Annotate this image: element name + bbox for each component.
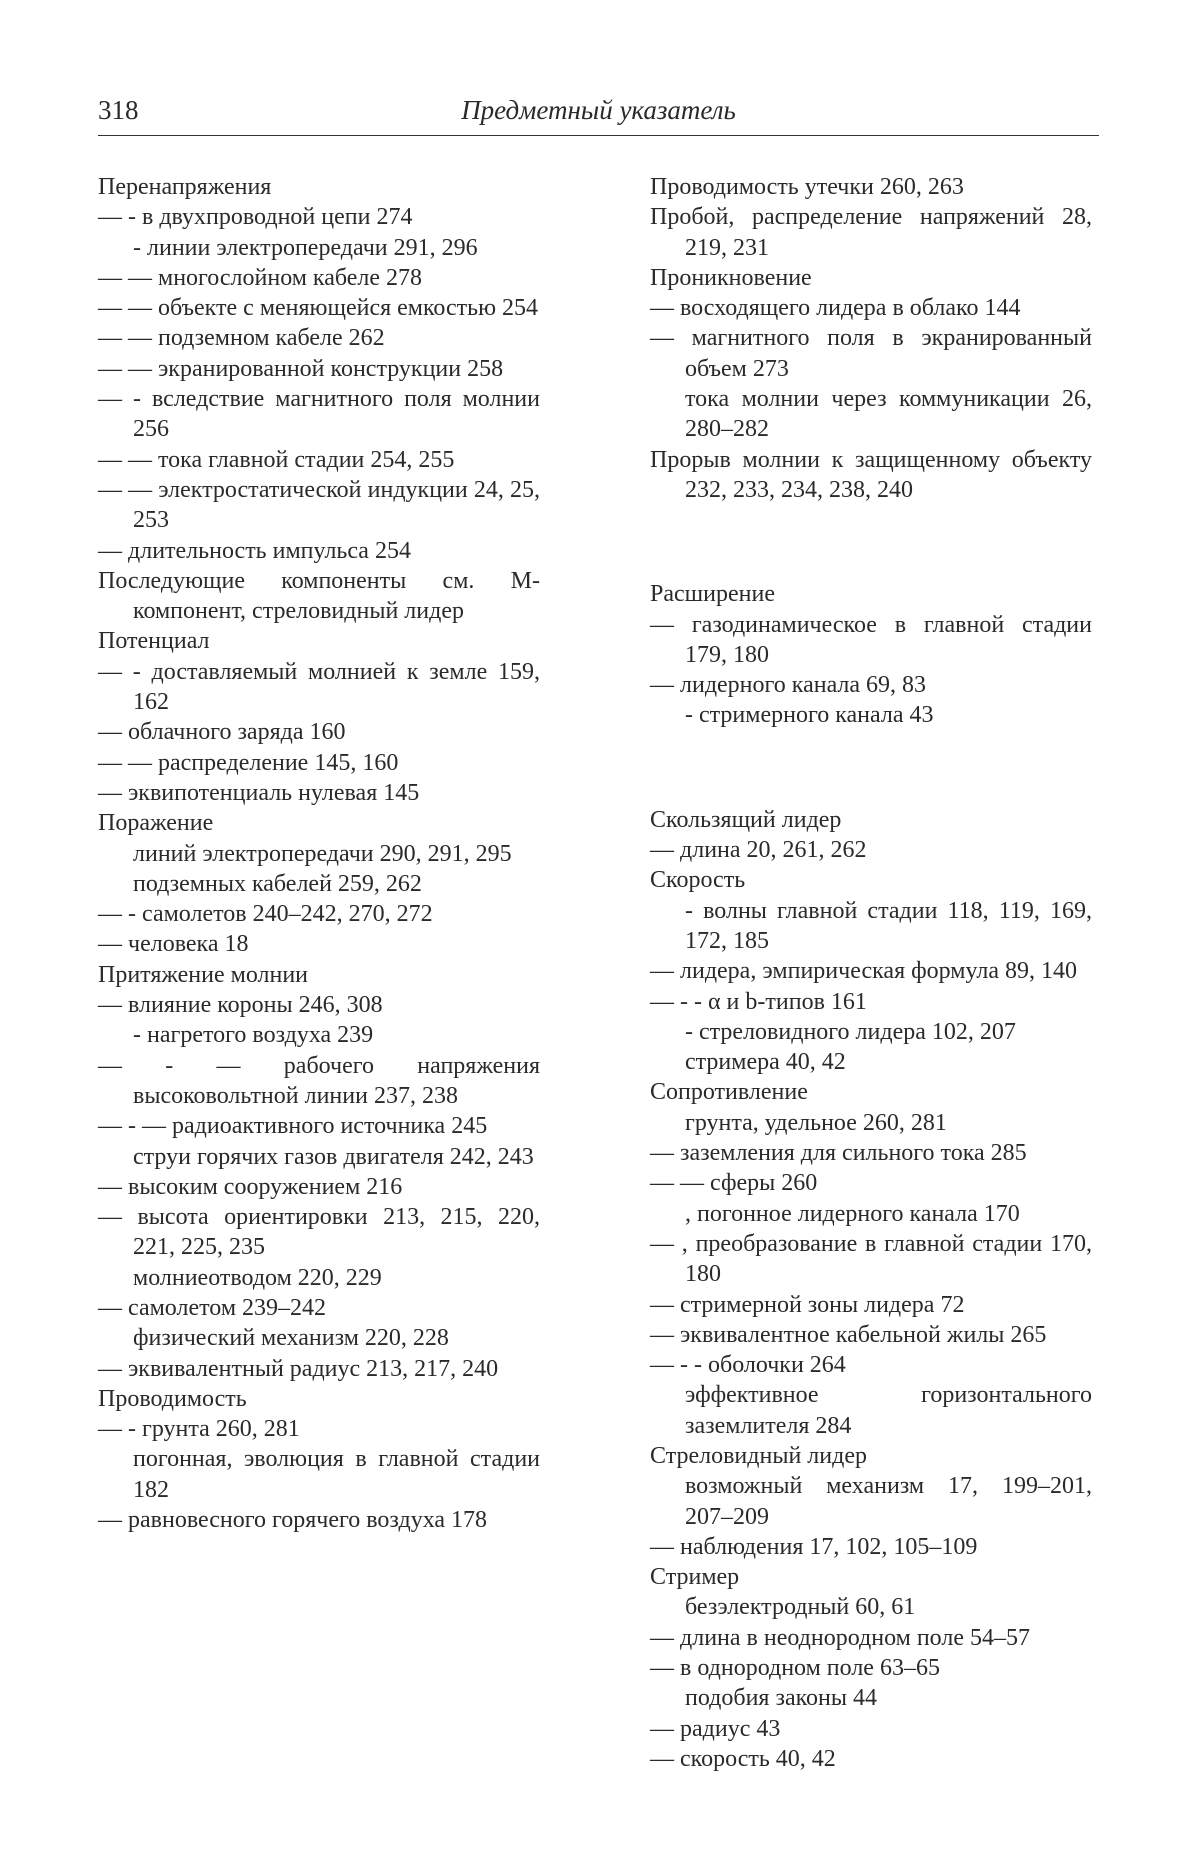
index-entry: — наблюдения 17, 102, 105–109 — [650, 1533, 978, 1560]
index-entry: — высота ориентировки 213, 215, 220, 221, 225, 235 — [98, 1204, 540, 1261]
index-entry: — заземления для сильного тока 285 — [650, 1140, 1027, 1167]
index-group-gap — [650, 529, 1092, 555]
index-entry: — эквипотенциаль нулевая 145 — [98, 779, 420, 806]
index-entry: — высоким сооружением 216 — [98, 1173, 403, 1200]
page-number: 318 — [98, 95, 139, 125]
index-entry: — - — рабочего напряжения высоковольтной линии 237, 238 — [98, 1052, 540, 1109]
index-entry: — - вследствие магнитного поля молнии 256 — [98, 386, 540, 443]
index-entry: — - самолетов 240–242, 270, 272 — [98, 901, 433, 928]
index-entry: — самолетом 239–242 — [98, 1294, 326, 1321]
index-subentry: стримера 40, 42 — [685, 1049, 846, 1076]
index-subentry: погонная, эволюция в главной стадии 182 — [133, 1446, 540, 1503]
index-subentry: - волны главной стадии 118, 119, 169, 172, 185 — [685, 897, 1092, 954]
index-entry: — — сферы 260 — [650, 1170, 818, 1197]
index-subentry: - линии электропередачи 291, 296 — [133, 234, 478, 261]
index-entry: Потенциал — [98, 628, 210, 655]
index-entry: — эквивалентный радиус 213, 217, 240 — [98, 1355, 499, 1382]
index-subentry: - стреловидного лидера 102, 207 — [685, 1018, 1016, 1045]
index-entry: — - - оболочки 264 — [650, 1352, 846, 1379]
index-entry: — стримерной зоны лидера 72 — [650, 1291, 965, 1318]
index-subentry: эффективное горизонтального заземлителя 284 — [685, 1382, 1092, 1439]
index-entry: — лидерного канала 69, 83 — [650, 672, 927, 699]
index-entry: Расширение — [650, 581, 775, 608]
index-entry: — , преобразование в главной стадии 170, 180 — [650, 1230, 1092, 1288]
index-entry: — длина в неоднородном поле 54–57 — [650, 1624, 1030, 1651]
index-entry: Поражение — [98, 810, 214, 837]
index-entry: — - грунта 260, 281 — [98, 1416, 300, 1443]
index-entry: — скорость 40, 42 — [650, 1745, 836, 1772]
index-entry: — эквивалентное кабельной жилы 265 — [650, 1321, 1047, 1348]
index-entry: — газодинамическое в главной стадии 179, 180 — [650, 611, 1092, 668]
index-subentry: - нагретого воздуха 239 — [133, 1022, 374, 1049]
index-subentry: подземных кабелей 259, 262 — [133, 870, 422, 897]
index-subentry: тока молнии через коммуникации 26, 280–282 — [685, 386, 1092, 443]
index-entry: — лидера, эмпирическая формула 89, 140 — [650, 958, 1078, 985]
index-entry: Скорость — [650, 867, 746, 894]
index-entry: Прорыв молнии к защищенному объекту 232, 233, 234, 238, 240 — [650, 446, 1092, 503]
running-head: Предметный указатель — [461, 95, 736, 125]
index-entry: — длительность импульса 254 — [98, 537, 411, 564]
index-entry: Перенапряжения — [98, 174, 272, 200]
index-entry: Проводимость утечки 260, 263 — [650, 174, 964, 200]
index-subentry: безэлектродный 60, 61 — [685, 1594, 916, 1621]
index-entry: — магнитного поля в экранированный объем 273 — [650, 325, 1092, 382]
index-entry: — человека 18 — [98, 931, 249, 958]
index-entry: — — многослойном кабеле 278 — [98, 264, 423, 291]
index-subentry: подобия законы 44 — [685, 1685, 877, 1712]
index-entry: — в однородном поле 63–65 — [650, 1655, 940, 1682]
index-entry: — — электростатической индукции 24, 25, 253 — [98, 476, 540, 534]
index-entry: — — объекте с меняющейся емкостью 254 — [98, 295, 539, 322]
index-entry: Последующие компоненты см. М-компонент, стреловидный лидер — [98, 567, 540, 625]
index-entry: — — подземном кабеле 262 — [98, 325, 385, 352]
index-subentry: молниеотводом 220, 229 — [133, 1264, 382, 1291]
index-entry: Притяжение молнии — [98, 961, 309, 988]
index-entry: Проводимость — [98, 1385, 247, 1412]
index-entry: — радиус 43 — [650, 1715, 781, 1742]
index-subentry: , погонное лидерного канала 170 — [685, 1200, 1020, 1227]
index-entry: Сопротивление — [650, 1079, 808, 1106]
index-subentry: линий электропередачи 290, 291, 295 — [133, 840, 512, 867]
index-entry: Проникновение — [650, 264, 812, 291]
index-entry: — восходящего лидера в облако 144 — [650, 295, 1021, 322]
index-entry: Стреловидный лидер — [650, 1442, 867, 1469]
index-entry: Пробой, распределение напряжений 28, 219, 231 — [650, 204, 1092, 261]
index-subentry: - стримерного канала 43 — [685, 702, 934, 729]
index-entry: — - доставляемый молнией к земле 159, 162 — [98, 658, 540, 716]
index-entry: Стример — [650, 1564, 740, 1591]
index-entry: — — тока главной стадии 254, 255 — [98, 446, 455, 473]
index-entry: — облачного заряда 160 — [98, 719, 346, 746]
index-entry: — — распределение 145, 160 — [98, 749, 399, 776]
page-header — [98, 95, 1099, 136]
index-column-left — [98, 172, 540, 1535]
index-group-gap — [650, 755, 1092, 781]
index-entry: — влияние короны 246, 308 — [98, 992, 383, 1019]
index-entry: — - - α и b-типов 161 — [650, 988, 867, 1015]
index-column-right — [650, 172, 1092, 1774]
index-entry: — - — радиоактивного источника 245 — [98, 1113, 488, 1140]
index-entry: Скользящий лидер — [650, 806, 842, 833]
index-entry: — равновесного горячего воздуха 178 — [98, 1507, 488, 1534]
index-subentry: струи горячих газов двигателя 242, 243 — [133, 1143, 534, 1170]
index-entry: — - в двухпроводной цепи 274 — [98, 204, 413, 231]
index-subentry: грунта, удельное 260, 281 — [685, 1109, 947, 1136]
index-subentry: физический механизм 220, 228 — [133, 1325, 449, 1352]
index-entry: — — экранированной конструкции 258 — [98, 355, 504, 382]
index-subentry: возможный механизм 17, 199–201, 207–209 — [685, 1473, 1092, 1530]
index-entry: — длина 20, 261, 262 — [650, 837, 867, 864]
